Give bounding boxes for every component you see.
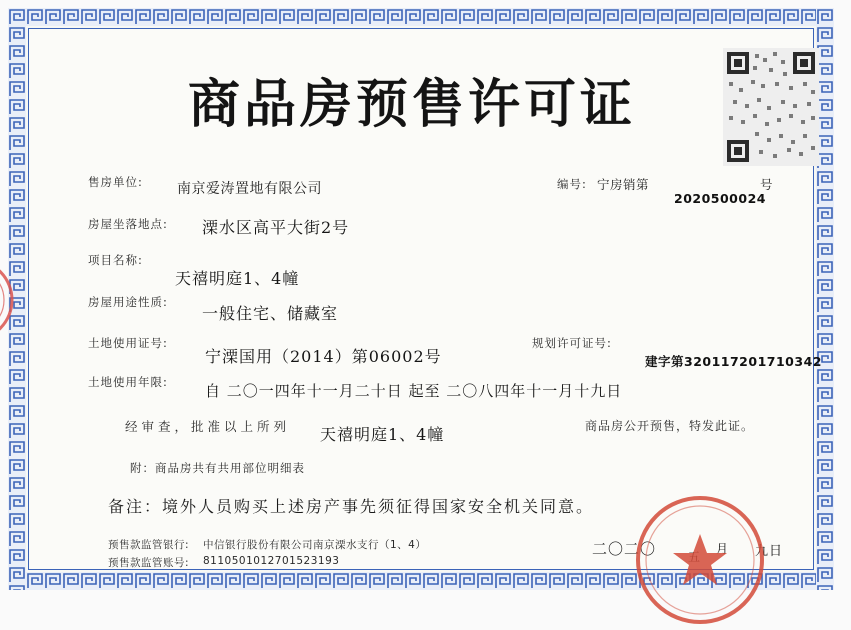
land-cert-value: 宁溧国用（2014）第06002号: [205, 347, 442, 366]
usage-value: 一般住宅、储藏室: [202, 304, 339, 323]
issue-date-day: 九日: [755, 544, 784, 559]
land-cert-label: 土地使用证号:: [88, 336, 168, 350]
location-label: 房屋坐落地点:: [88, 217, 168, 231]
remark: 备注：境外人员购买上述房产事先须征得国家安全机关同意。: [108, 497, 595, 516]
number-value: 2020500024: [674, 191, 766, 206]
land-term-label: 土地使用年限:: [88, 375, 168, 389]
usage-label: 房屋用途性质:: [88, 295, 168, 309]
number-label: 编号:: [557, 177, 587, 191]
certificate-title: 商品房预售许可证: [187, 74, 636, 135]
top-border-pattern: [8, 8, 834, 26]
number-suffix: 号: [760, 177, 774, 192]
issue-date-year: 二〇二〇: [592, 540, 657, 558]
project-label: 项目名称:: [88, 253, 143, 267]
official-seal-icon: [630, 490, 770, 630]
partial-seal-left: [0, 255, 28, 345]
land-term-value: 自 二〇一四年十一月二十日 起至 二〇八四年十一月十九日: [205, 382, 623, 400]
attachment-note: 附：商品房共有共用部位明细表: [130, 461, 305, 475]
approval-suffix: 商品房公开预售，特发此证。: [585, 419, 755, 433]
location-value: 溧水区高平大街2号: [202, 218, 350, 237]
project-value: 天禧明庭1、4幢: [175, 269, 300, 288]
supervision-account-value: 8110501012701523193: [203, 555, 340, 567]
seller-label: 售房单位:: [88, 175, 143, 189]
approval-project: 天禧明庭1、4幢: [320, 425, 445, 444]
issue-date-month-char: 月: [716, 542, 730, 556]
supervision-bank-value: 中信银行股份有限公司南京溧水支行（1、4）: [203, 539, 427, 551]
supervision-bank-label: 预售款监管银行:: [108, 539, 190, 551]
planning-value: 建字第320117201710342: [645, 354, 822, 369]
qr-code-icon: [723, 48, 819, 166]
approval-prefix: 经审查，批准以上所列: [125, 419, 291, 434]
seller-value: 南京爱涛置地有限公司: [177, 181, 322, 197]
planning-label: 规划许可证号:: [532, 336, 612, 350]
supervision-account-label: 预售款监管账号:: [108, 557, 190, 569]
number-prefix: 宁房销第: [597, 177, 650, 192]
